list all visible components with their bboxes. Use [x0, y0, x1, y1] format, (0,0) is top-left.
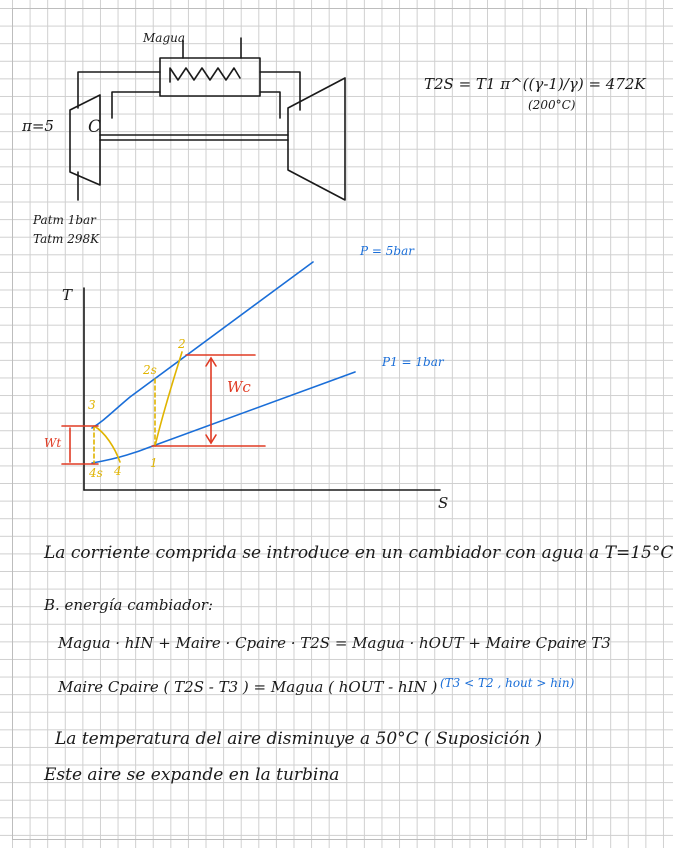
compression-line	[155, 352, 182, 446]
ambient-pressure-label: Patm 1bar	[33, 213, 96, 227]
note-line-4: Maire Cpaire ( T2S - T3 ) = Magua ( hOUT - hIN )	[58, 678, 438, 696]
isobar-high-label: P = 5bar	[360, 244, 414, 258]
point-4s-label: 4s	[89, 466, 103, 480]
work-turbine-label: Wt	[44, 436, 62, 450]
compressor-shape	[70, 95, 100, 185]
turbine-shape	[288, 78, 345, 200]
ambient-temperature-label: Tatm 298K	[33, 232, 100, 246]
isobar-low-line	[92, 372, 355, 463]
duct-line	[260, 92, 280, 118]
note-line-3: Magua · hIN + Maire · Cpaire · T2S = Magua · hOUT + Maire Cpaire T3	[58, 634, 611, 652]
t2s-celsius: (200°C)	[528, 98, 576, 112]
duct-line	[112, 92, 160, 118]
note-line-2: B. energía cambiador:	[44, 596, 214, 614]
point-4-label: 4	[114, 464, 122, 478]
compressor-letter: C	[88, 117, 102, 137]
t-axis-label: T	[62, 286, 73, 304]
work-compressor-label: Wc	[227, 378, 251, 396]
point-3-label: 3	[88, 398, 96, 412]
note-line-5: La temperatura del aire disminuye a 50°C ( Suposición )	[55, 729, 543, 749]
heater-coil-icon	[170, 68, 240, 82]
s-axis-label: S	[438, 494, 449, 512]
note-line-4-condition: (T3 < T2 , hout > hin)	[440, 676, 575, 690]
expansion-line	[94, 426, 120, 462]
isobar-low-label: P1 = 1bar	[382, 355, 444, 369]
isobar-high-line	[92, 262, 313, 428]
point-2-label: 2	[178, 337, 186, 351]
point-2s-label: 2s	[143, 363, 157, 377]
t2s-formula: T2S = T1 π^((γ-1)/γ) = 472K	[424, 75, 646, 93]
note-line-6: Este aire se expande en la turbina	[44, 765, 340, 785]
point-1-label: 1	[150, 456, 158, 470]
duct-line	[78, 72, 160, 108]
heater-label: Magua	[143, 31, 186, 45]
pressure-ratio-label: π=5	[22, 117, 54, 135]
note-line-1: La corriente comprida se introduce en un cambiador con agua a T=15°C	[44, 543, 673, 563]
heat-exchanger-box	[160, 58, 260, 96]
